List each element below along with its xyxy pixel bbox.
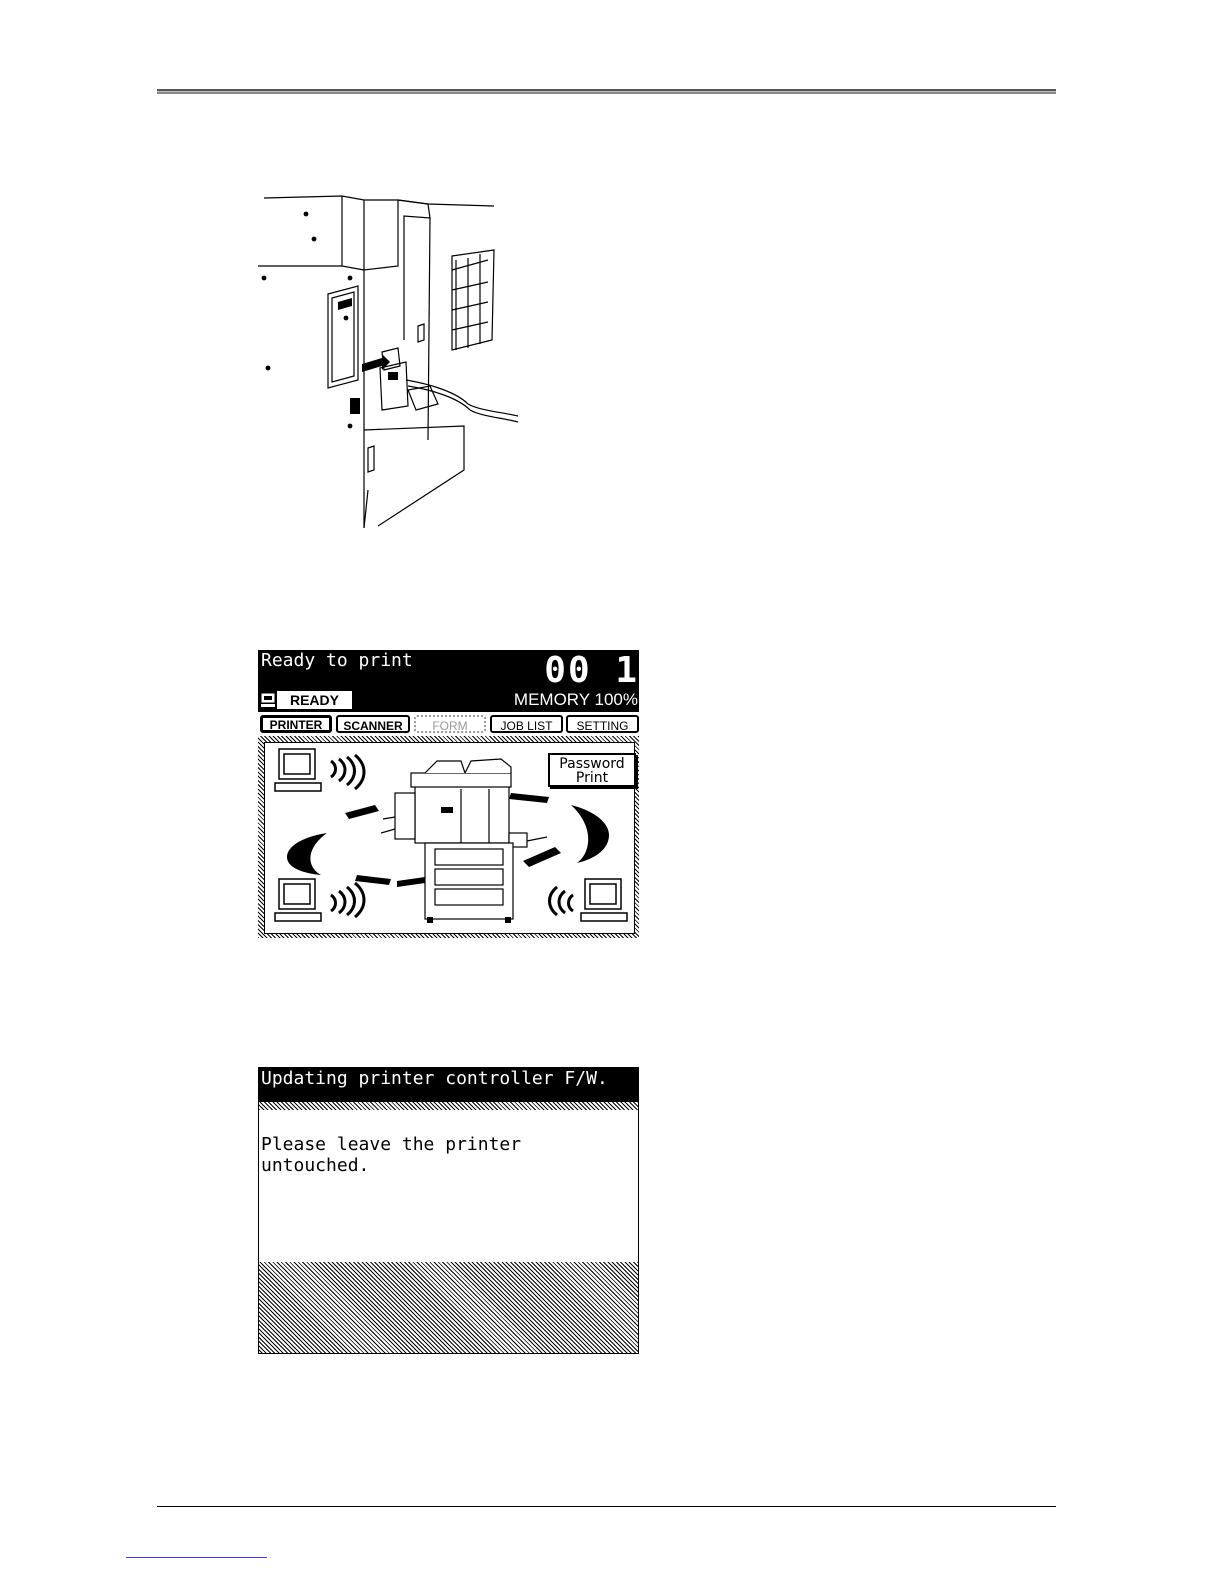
footer-rule — [157, 1506, 1056, 1507]
update-title: Updating printer controller F/W. — [261, 1068, 608, 1089]
title-divider — [259, 1102, 638, 1110]
status-message: Ready to print — [261, 650, 413, 671]
password-print-label-line1: Password — [559, 756, 625, 772]
memory-indicator: MEMORY 100% — [513, 690, 638, 709]
title-bar — [259, 1068, 638, 1102]
password-print-label-line2: Print — [575, 770, 609, 786]
tab-setting[interactable]: SETTING — [566, 715, 639, 733]
computer-icon — [275, 879, 321, 921]
tab-printer[interactable]: PRINTER — [260, 715, 332, 733]
ready-badge: READY — [277, 691, 352, 709]
printer-ready-screen — [258, 650, 639, 938]
tab-scanner[interactable]: SCANNER — [336, 715, 410, 733]
printer-cable-illustration — [258, 190, 520, 530]
computer-icon — [581, 879, 627, 921]
network-illustration-area — [264, 742, 635, 934]
update-message: Please leave the printer untouched. — [261, 1134, 522, 1176]
computer-icon — [261, 693, 275, 707]
header-rule — [157, 89, 1056, 94]
printer-panel — [258, 736, 639, 938]
password-print-button[interactable] — [548, 753, 636, 787]
bottom-panel — [259, 1262, 638, 1354]
copy-counter: 00 1 — [544, 650, 639, 691]
tab-form-feed[interactable]: FORM — [414, 715, 486, 733]
status-bar — [258, 650, 639, 712]
mode-tabs — [258, 713, 639, 735]
footer-link-underline[interactable] — [126, 1557, 267, 1558]
computer-icon — [275, 749, 321, 791]
tab-job-list[interactable]: JOB LIST — [490, 715, 563, 733]
firmware-update-screen — [258, 1067, 639, 1354]
